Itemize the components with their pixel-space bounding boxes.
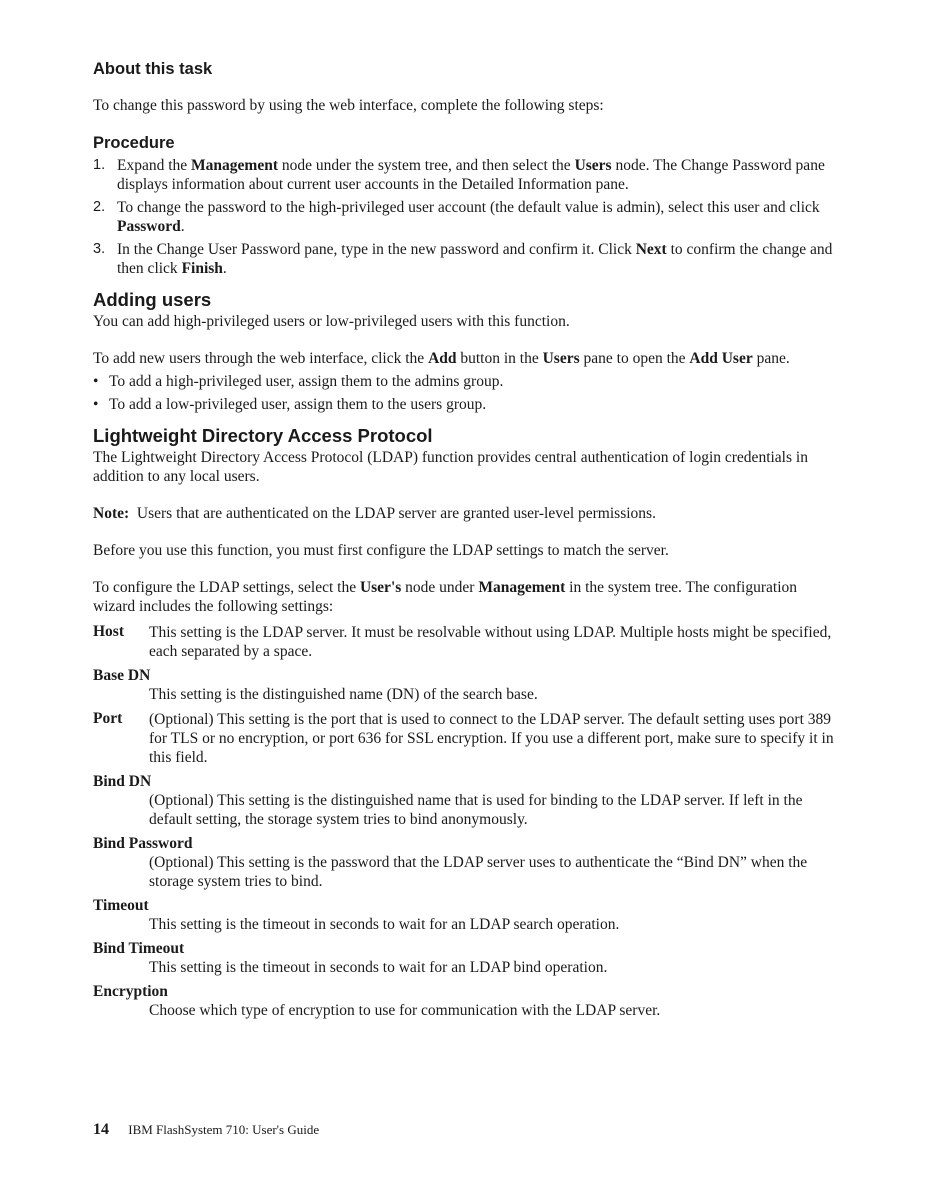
setting-entry-timeout <box>93 897 843 934</box>
setting-description: (Optional) This setting is the password that the LDAP server uses to authenticate the “Bind DN” when the storage system tries to bind. <box>149 854 808 890</box>
ldap-note <box>93 504 843 523</box>
procedure-step <box>93 198 843 236</box>
ldap-configure-text <box>93 578 843 616</box>
step-text: In the Change User Password pane, type in the new password and confirm it. Click <box>117 241 636 258</box>
setting-description: This setting is the timeout in seconds to wait for an LDAP bind operation. <box>149 959 608 976</box>
setting-entry-bind-timeout <box>93 940 843 977</box>
bullet-marker: • <box>93 373 99 390</box>
setting-description: (Optional) This setting is the distinguished name that is used for binding to the LDAP server. If left in the default setting, the storage system tries to bind anonymously. <box>149 792 803 828</box>
configure-text: To configure the LDAP settings, select the <box>93 579 360 596</box>
setting-description: Choose which type of encryption to use for communication with the LDAP server. <box>149 1002 661 1019</box>
bullet-text: To add a high-privileged user, assign them to the admins group. <box>109 373 504 390</box>
configure-text: node under <box>401 579 479 596</box>
step-bold: Users <box>574 157 612 174</box>
setting-description: This setting is the timeout in seconds to wait for an LDAP search operation. <box>149 916 620 933</box>
adding-users-bullets <box>93 372 843 414</box>
setting-description: This setting is the distinguished name (DN) of the search base. <box>149 686 538 703</box>
setting-description: This setting is the LDAP server. It must be resolvable without using LDAP. Multiple hosts might be specified, each separated by a space. <box>149 624 832 660</box>
bullet-text: To add a low-privileged user, assign them to the users group. <box>109 396 487 413</box>
adding-users-heading: Adding users <box>93 289 212 310</box>
procedure-step <box>93 240 843 278</box>
setting-entry-bind-password <box>93 835 843 891</box>
instruction-text: To add new users through the web interface, click the <box>93 350 429 367</box>
step-text: Expand the <box>117 157 192 174</box>
procedure-steps <box>93 156 843 278</box>
instruction-bold: Add User <box>689 350 753 367</box>
ldap-intro: The Lightweight Directory Access Protocol (LDAP) function provides central authentication of login credentials in addition to any local users. <box>93 449 808 485</box>
step-number: 3. <box>93 241 106 257</box>
setting-term: Base DN <box>93 667 151 684</box>
configure-bold: Management <box>478 579 566 596</box>
ldap-heading: Lightweight Directory Access Protocol <box>93 425 433 446</box>
step-text: to confirm the change and then click <box>117 241 833 277</box>
adding-users-intro: You can add high-privileged users or low-privileged users with this function. <box>93 313 570 330</box>
instruction-bold: Add <box>428 350 457 367</box>
step-bold: Next <box>635 241 667 258</box>
setting-description: (Optional) This setting is the port that is used to connect to the LDAP server. The default setting uses port 389 for TLS or no encryption, or port 636 for SSL encryption. If you use a different port, make sure to specify it in this field. <box>149 711 834 766</box>
step-bold: Password <box>117 218 181 235</box>
setting-term: Port <box>93 710 123 727</box>
procedure-heading: Procedure <box>93 134 175 152</box>
configure-text: in the system tree. The configuration wizard includes the following settings: <box>93 579 798 615</box>
setting-entry-port <box>93 710 843 767</box>
about-task-text: To change this password by using the web interface, complete the following steps: <box>93 97 604 114</box>
instruction-bold: Users <box>542 350 580 367</box>
step-text: node under the system tree, and then select the <box>278 157 575 174</box>
setting-term: Timeout <box>93 897 149 914</box>
setting-entry-bind-dn <box>93 773 843 829</box>
setting-term: Encryption <box>93 983 168 1000</box>
setting-term: Host <box>93 623 124 640</box>
instruction-text: pane to open the <box>579 350 690 367</box>
adding-users-instructions <box>93 349 843 368</box>
about-task-heading: About this task <box>93 60 213 78</box>
step-number: 2. <box>93 199 106 215</box>
setting-term: Bind DN <box>93 773 152 790</box>
document-page <box>93 58 843 1026</box>
step-bold: Management <box>191 157 278 174</box>
note-text: Users that are authenticated on the LDAP server are granted user-level permissions. <box>136 505 656 522</box>
step-bold: Finish <box>181 260 223 277</box>
setting-term: Bind Password <box>93 835 193 852</box>
bullet-marker: • <box>93 396 99 413</box>
setting-term: Bind Timeout <box>93 940 185 957</box>
step-text: To change the password to the high-privileged user account (the default value is admin), select this user and click <box>117 199 820 216</box>
procedure-step <box>93 156 843 194</box>
page-number: 14 <box>93 1121 109 1138</box>
step-text: . <box>222 260 227 277</box>
instruction-text: pane. <box>752 350 790 367</box>
footer-title: IBM FlashSystem 710: User's Guide <box>128 1122 320 1137</box>
ldap-settings-list <box>93 623 843 1020</box>
page-footer <box>93 1121 319 1139</box>
bullet-item <box>93 372 843 391</box>
setting-entry-host <box>93 623 843 661</box>
setting-entry-base-dn <box>93 667 843 704</box>
setting-entry-encryption <box>93 983 843 1020</box>
bullet-item <box>93 395 843 414</box>
instruction-text: button in the <box>456 350 543 367</box>
step-text: . <box>180 218 185 235</box>
step-number: 1. <box>93 157 106 173</box>
note-label: Note: <box>93 505 130 522</box>
step-text: node. The Change Password pane displays information about current user accounts in the Detailed Information pane. <box>117 157 825 193</box>
ldap-before-text: Before you use this function, you must first configure the LDAP settings to match the server. <box>93 542 669 559</box>
configure-bold: User's <box>359 579 402 596</box>
